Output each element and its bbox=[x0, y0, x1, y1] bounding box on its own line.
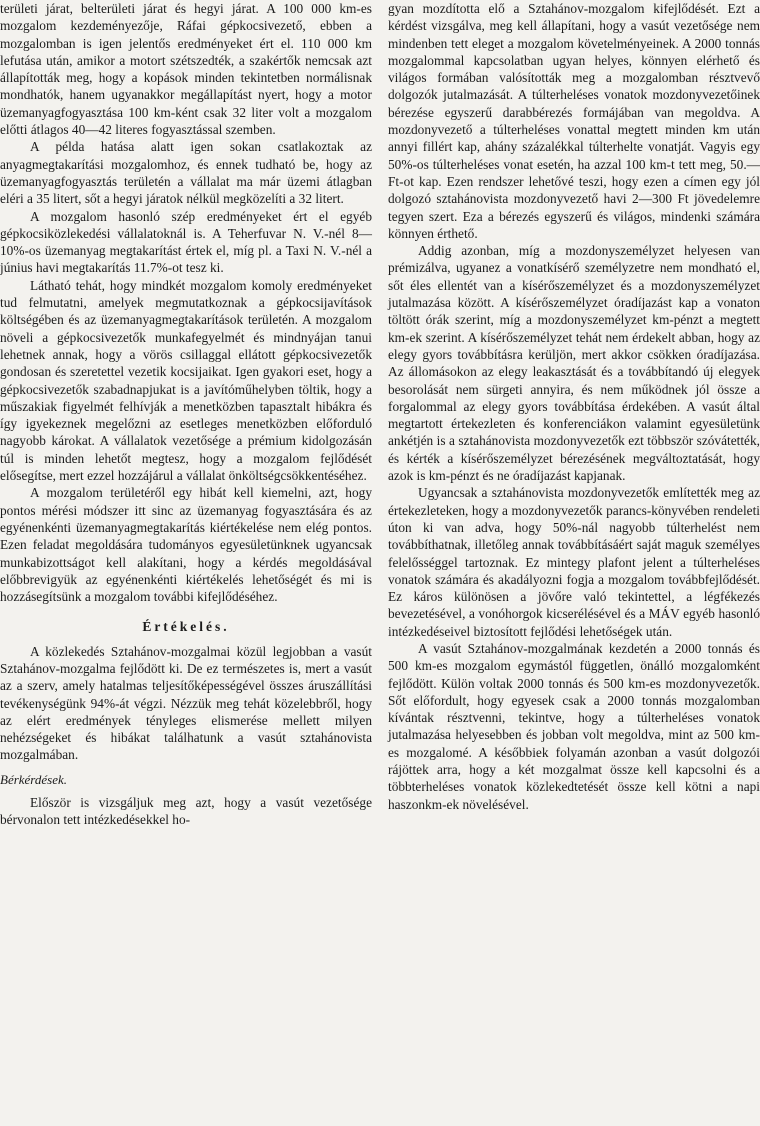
paragraph: területi járat, belterületi járat és hegyi járat. A 100 000 km-es mozgalom kezdeményezője, Ráfai gépkocsivezető, ebben a mozgalomban is igen jelentős eredményeket ért el. 110 000 km lefutása után, amikor a motort szétszedték, a szakértők nemcsak azt állapították meg, hogy a kopások minden tekintetben normálisnak mondhatók, hanem ugyanakkor megállapítást nyert, hogy a motor üzemanyagfogyasztása 100 km-ként csak 32 liter volt a mozgalom előtti átlagos 40—42 literes fogyasztással szemben. bbox=[0, 1, 372, 138]
paragraph: A vasút Sztahánov-mozgalmának kezdetén a 2000 tonnás és 500 km-es mozgalom egymástól független, önálló mozgalomként fejlődött. Külön voltak 2000 tonnás és 500 km-es mozdonyvezetők. Sőt előfordult, hogy egyesek csak a 2000 tonnás mozgalomban kívántak résztvenni, tekintve, hogy a túlterheléses vonatok jutalmazása helyesebben és jobban volt megoldva, mint az 500 km-es mozgalomé. A későbbiek folyamán azonban a vasút dolgozói rájöttek arra, hogy a két mozgalmat össze kell kapcsolni és a többterheléses vonatok közlekedtetését össze kell kötni a napi haszonkm-ek növelésével. bbox=[388, 640, 760, 812]
left-column bbox=[0, 0, 372, 1126]
section-heading: Értékelés. bbox=[142, 619, 230, 635]
paragraph: Látható tehát, hogy mindkét mozgalom komoly eredményeket tud felmutatni, amelyek megmutatkoznak a gépkocsijavítások költségében és az üzemanyagmegtakarítások területén. A mozgalom növeli a gépkocsivezetők munkafegyelmét és mindnyájan tanui lehetnek annak, hogy a vörös csillaggal ellátott gépkocsivezetők gondosan és szeretettel vezetik kocsijaikat. Igen gyakori eset, hogy a gépkocsivezetők szabadnapjukat is a javítóműhelyben töltik, hogy a műszakiak figyelmét felhívják a menetközben tapasztalt hibákra és így igyekeznek megelőzni az esetleges menetközben előforduló nagyobb károkat. A vállalatok vezetősége a prémium kidolgozásán túl is minden lehetőt megtesz, hogy a mozgalom fejlődését elősegítse, mert ezzel hozzájárul a vállalat önköltségcsökkentéséhez. bbox=[0, 277, 372, 484]
paragraph: A példa hatása alatt igen sokan csatlakoztak az anyagmegtakarítási mozgalomhoz, és ennek tudható be, hogy az üzemanyagfogyasztás területén a vállalat ma már üzemi átlagban eléri a 35 litert, sőt a hegyi járatok nélkül megközelíti a 32 litert. bbox=[0, 139, 372, 207]
paragraph: Ugyancsak a sztahánovista mozdonyvezetők említették meg az értekezleteken, hogy a mozdonyvezetők parancs-könyvében rendeleti úton ki van adva, hogy 50%-nál nagyobb túlterhelést nem továbbíthatnak, illetőleg annak továbbításáért saját maguk személyes felelősséggel tartoznak. Ez mintegy plafont jelent a túlterheléses vonatok számára és akadályozni fogja a mozgalom továbbfejlődését. Ez káros különösen a jövőre való tekintettel, a légfékezés bevezetésével, a vonóhorgok kicserélésével és a MÁV egyéb hasonló intézkedéseivel biztosított fejlődési lehetőségek után. bbox=[388, 485, 760, 639]
right-column bbox=[388, 0, 760, 1126]
paragraph: A közlekedés Sztahánov-mozgalmai közül legjobban a vasút Sztahánov-mozgalma fejlődött ki. De ez természetes is, mert a vasút az a szerv, amely hatalmas teljesítőképességével összes áruszállítási tevékenységünk 94%-át végzi. Nézzük meg tehát közelebbről, hogy az elért eredmények tényleges elismerése mellett milyen nehézségeket és hibákat találhatunk a vasút sztahánovista mozgalmában. bbox=[0, 643, 372, 763]
paragraph: A mozgalom területéről egy hibát kell kiemelni, azt, hogy pontos mérési módszer itt sinc az üzemanyag fogyasztására és az egyénenkénti üzemanyagmegtakarítás kiértékelése nem elég pontos. Ezen feladat megoldására tudományos egyesületünknek ugyancsak munkabizottságot kell alakítani, hogy a kérdés megoldásával előbbrevigyük az egyénenkénti kiértékelés lehetőségét és mi is hozzásegítsünk a mozgalom további kifejlődéséhez. bbox=[0, 485, 372, 605]
paragraph: Addig azonban, míg a mozdonyszemélyzet helyesen van prémizálva, ugyanez a vonatkísérő személyzetre nem mondható el, sőt éles ellentét van a kísérőszemélyzet és a mozdonyszemélyzet jutalmazása között. A kísérőszemélyzet óradíjazást kap a vonaton töltött órák szerint, míg a mozdonyszemélyzet km-pénzt a megtett km-ek szerint. A kísérőszemélyzet tehát nem érdekelt abban, hogy az elegy gyors továbbításra kerüljön, mert akkor csökken óradíjazása. Az állomásokon az elegy leakasztását és a továbbítandó új elegyek besorolását nem sürgeti annyira, és nem működnek jól össze a forgalommal az elegy gyors továbbítása érdekében. A vasút által megtartott értekezleten és konferenciákon valamint egyesületünk ankétjén is a sztahánovista mozdonyvezetők ezt többször szóvátették, és kérték a kísérőszemélyzet bérezésének megváltoztatását, hogy azok is km-pénzt és ne óradíjazást kapjanak. bbox=[388, 243, 760, 484]
paragraph: Először is vizsgáljuk meg azt, hogy a vasút vezetősége bérvonalon tett intézkedésekkel ho- bbox=[0, 795, 372, 828]
paragraph: gyan mozdította elő a Sztahánov-mozgalom kifejlődését. Ezt a kérdést vizsgálva, meg kell állapítani, hogy a vasút vezetősége nem mindenben tett eleget a mozgalom követelményeinek. A 2000 tonnás mozgalommal kapcsolatban ugyan helyes, könnyen elérhető és világos formában valósították meg a mozgalomban résztvevő dolgozók jutalmazását. A túlterheléses vonatok mozdonyvezetőinek bérezése egyszerű darabbérezés formájában van megoldva. A mozdonyvezető a túlterheléses vonattal megtett minden km után annyi fillért kap, ahány százalékkal túlterhelte vonatját. Vagyis egy 50%-os túlterheléses vonat esetén, ha azzal 100 km-t tett meg, 50.— Ft-ot kap. Ezen rendszer lehetővé teszi, hogy ezen a címen egy jól dolgozó sztahánovista mozdonyvezető havi 2—300 Ft jövedelemre tegyen szert. Eza a bérezés egyszerű és világos, mindenki számára könnyen érthető. bbox=[388, 1, 760, 241]
subsection-heading: Bérkérdések. bbox=[0, 771, 68, 787]
paragraph: A mozgalom hasonló szép eredményeket ért el egyéb gépkocsiközlekedési vállalatoknál is. A Teherfuvar N. V.-nél 8—10%-os üzemanyag megtakarítást értek el, míg pl. a Taxi N. V.-nél a június havi megtakarítás 11.7%-ot tesz ki. bbox=[0, 208, 372, 276]
